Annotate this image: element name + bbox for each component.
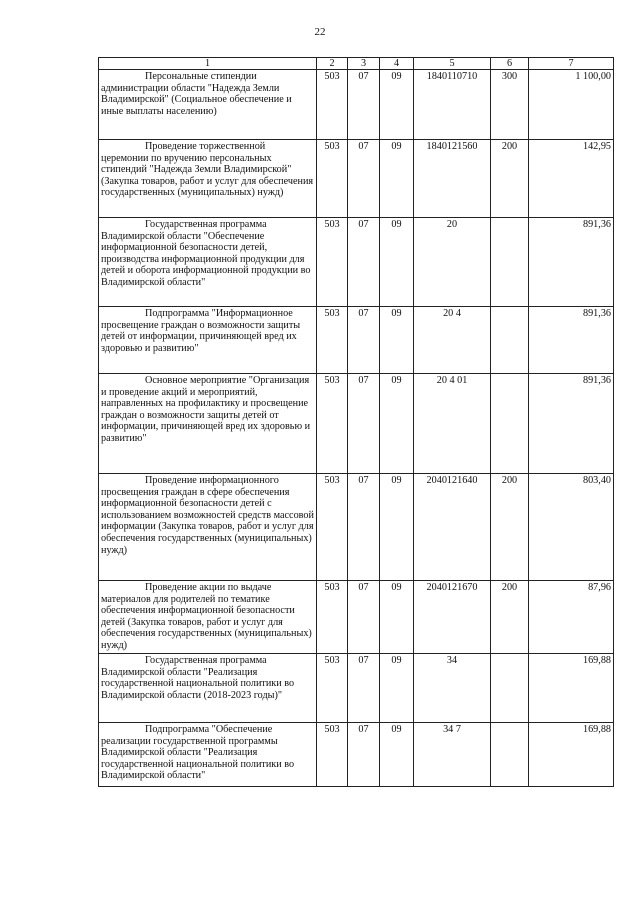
cell-type: 200 [491, 140, 529, 218]
column-header: 6 [491, 58, 529, 70]
cell-code: 503 [317, 140, 348, 218]
cell-target: 20 4 01 [414, 374, 491, 474]
cell-type: 300 [491, 70, 529, 140]
cell-name: Проведение акции по выдаче материалов для родителей по тематике обеспечения информационной безопасности детей (Закупка товаров, работ и услуг для обеспечения государственных (муниципальных) нужд) [99, 581, 317, 654]
table-row [99, 70, 614, 140]
cell-amount: 87,96 [529, 581, 614, 654]
cell-amount: 891,36 [529, 218, 614, 307]
cell-amount: 891,36 [529, 374, 614, 474]
cell-section: 07 [348, 70, 380, 140]
table-row [99, 374, 614, 474]
table-row [99, 723, 614, 787]
column-header: 2 [317, 58, 348, 70]
cell-subsection: 09 [380, 581, 414, 654]
cell-code: 503 [317, 70, 348, 140]
cell-code: 503 [317, 374, 348, 474]
cell-subsection: 09 [380, 218, 414, 307]
cell-type [491, 218, 529, 307]
cell-name: Подпрограмма "Информационное просвещение граждан о возможности защиты детей от информации, причиняющей вред их здоровью и развитию" [99, 307, 317, 374]
cell-code: 503 [317, 474, 348, 581]
cell-section: 07 [348, 474, 380, 581]
column-header: 3 [348, 58, 380, 70]
cell-target: 20 [414, 218, 491, 307]
cell-target: 1840110710 [414, 70, 491, 140]
cell-type [491, 374, 529, 474]
cell-section: 07 [348, 581, 380, 654]
cell-target: 1840121560 [414, 140, 491, 218]
table-row [99, 474, 614, 581]
table-row [99, 218, 614, 307]
cell-section: 07 [348, 218, 380, 307]
cell-amount: 891,36 [529, 307, 614, 374]
column-header: 7 [529, 58, 614, 70]
table-row [99, 581, 614, 654]
cell-amount: 142,95 [529, 140, 614, 218]
cell-type: 200 [491, 474, 529, 581]
cell-subsection: 09 [380, 70, 414, 140]
cell-type [491, 654, 529, 723]
cell-name: Подпрограмма "Обеспечение реализации государственной программы Владимирской области "Реализация государственной национальной политики во Владимирской области" [99, 723, 317, 787]
cell-amount: 803,40 [529, 474, 614, 581]
cell-section: 07 [348, 307, 380, 374]
cell-code: 503 [317, 307, 348, 374]
cell-subsection: 09 [380, 723, 414, 787]
cell-code: 503 [317, 654, 348, 723]
cell-section: 07 [348, 374, 380, 474]
cell-name: Основное мероприятие "Организация и проведение акций и мероприятий, направленных на профилактику и просвещение граждан о возможности защиты детей от информации, причиняющей вред их здоровью и развитию" [99, 374, 317, 474]
column-header: 1 [99, 58, 317, 70]
cell-amount: 169,88 [529, 654, 614, 723]
cell-target: 34 7 [414, 723, 491, 787]
cell-target: 34 [414, 654, 491, 723]
cell-amount: 1 100,00 [529, 70, 614, 140]
table-row [99, 307, 614, 374]
table-row [99, 654, 614, 723]
cell-type [491, 307, 529, 374]
cell-type: 200 [491, 581, 529, 654]
cell-subsection: 09 [380, 307, 414, 374]
cell-target: 2040121670 [414, 581, 491, 654]
cell-target: 20 4 [414, 307, 491, 374]
page-number: 22 [314, 26, 326, 38]
cell-section: 07 [348, 654, 380, 723]
column-header: 5 [414, 58, 491, 70]
cell-name: Государственная программа Владимирской области "Обеспечение информационной безопасности детей, производства информационной продукции для детей и оборота информационной продукции во Владимирской области" [99, 218, 317, 307]
cell-target: 2040121640 [414, 474, 491, 581]
cell-code: 503 [317, 581, 348, 654]
cell-name: Проведение информационного просвещения граждан в сфере обеспечения информационной безопасности детей с использованием возможностей средств массовой информации (Закупка товаров, работ и услуг для обеспечения государственных (муниципальных) нужд) [99, 474, 317, 581]
cell-code: 503 [317, 218, 348, 307]
budget-table [98, 57, 614, 787]
cell-code: 503 [317, 723, 348, 787]
column-header: 4 [380, 58, 414, 70]
cell-amount: 169,88 [529, 723, 614, 787]
cell-section: 07 [348, 140, 380, 218]
cell-section: 07 [348, 723, 380, 787]
cell-name: Проведение торжественной церемонии по вручению персональных стипендий "Надежда Земли Владимирской" (Закупка товаров, работ и услуг для обеспечения государственных (муниципальных) нужд) [99, 140, 317, 218]
cell-subsection: 09 [380, 654, 414, 723]
cell-subsection: 09 [380, 374, 414, 474]
cell-name: Персональные стипендии администрации области "Надежда Земли Владимирской" (Социальное обеспечение и иные выплаты населению) [99, 70, 317, 140]
cell-name: Государственная программа Владимирской области "Реализация государственной национальной политики во Владимирской области (2018-2023 годы)" [99, 654, 317, 723]
table-row [99, 140, 614, 218]
cell-subsection: 09 [380, 474, 414, 581]
cell-type [491, 723, 529, 787]
cell-subsection: 09 [380, 140, 414, 218]
table-header-row [99, 58, 614, 70]
